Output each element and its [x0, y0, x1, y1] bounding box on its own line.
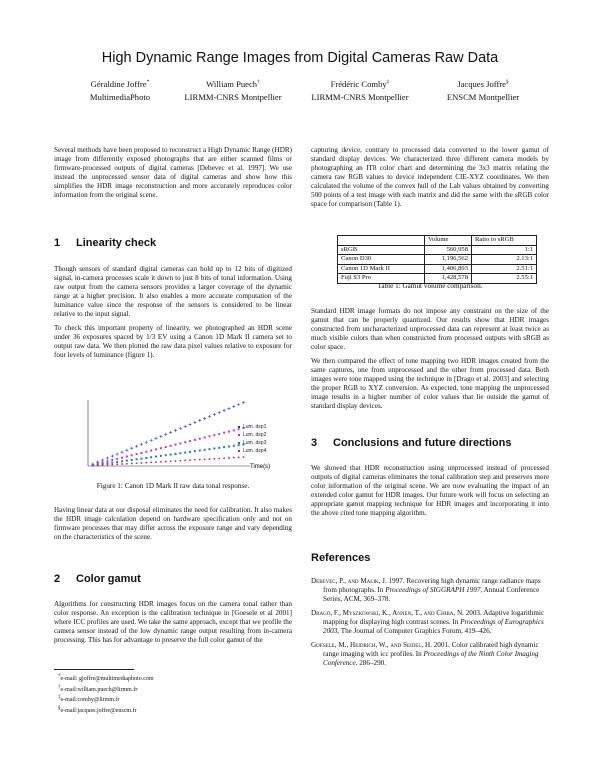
data-point: [175, 460, 177, 462]
data-point: [179, 442, 181, 444]
section-number: 2: [54, 573, 61, 585]
data-point: [179, 427, 182, 430]
table-header-row: Volume Ratio to sRGB: [338, 236, 537, 246]
data-point: [135, 445, 138, 448]
data-point: [199, 459, 201, 461]
gamut-table: [337, 235, 537, 284]
data-point: [150, 461, 152, 463]
data-point: [184, 425, 187, 428]
data-point: [155, 456, 157, 458]
data-point: [121, 451, 124, 454]
footnotes: [58, 673, 288, 715]
data-point: [194, 459, 196, 461]
data-point: [223, 457, 225, 459]
data-point: [228, 431, 230, 433]
data-point: [198, 419, 201, 422]
author-mark: †: [257, 79, 260, 85]
section-number: 1: [54, 237, 61, 249]
section-1-text: [54, 265, 292, 365]
data-point: [209, 458, 211, 460]
data-point: [145, 457, 147, 459]
data-point: [131, 463, 133, 465]
legend-label: Lum. dsp1: [243, 424, 267, 430]
data-point: [228, 445, 230, 447]
data-point: [193, 421, 196, 424]
data-point: [213, 413, 216, 416]
author-name: Géraldine Joffre: [90, 78, 147, 89]
data-point: [141, 462, 143, 464]
paragraph: Having linear data at our disposal eliminates the need for calibration. It also makes the HDR image calculation depend on hardware specification only and not on firmware processes that may differ across the exposure range and vary depending on the characteristics of the scene.: [54, 506, 292, 542]
data-point: [131, 454, 133, 456]
data-point: [160, 447, 162, 449]
data-point: [111, 459, 113, 461]
data-point: [174, 429, 177, 432]
data-point: [213, 458, 215, 460]
x-axis-label: Time(s): [250, 464, 271, 470]
section-1-text-cont: [54, 506, 292, 547]
data-point: [136, 458, 138, 460]
data-point: [155, 437, 158, 440]
table-1: [337, 235, 537, 284]
paragraph: capturing device, contrary to processed data converted to the lower gamut of standard display devices. We characterized three different camera models by photographing an IT8 color chart and determining the 3x3 matrix relating the camera raw RGB values to device independent CIE-XYZ coordinates. We then calculated the volume of the convex hull of the Lab values obtained by converting 500 points of a test image with each matrix and did the same with the sRGB color space for comparison (Table 1).: [311, 146, 549, 209]
data-point: [204, 449, 206, 451]
data-point: [242, 401, 245, 404]
data-point: [136, 462, 138, 464]
paragraph: Though sensors of standard digital cameras can hold up to 12 bits of digitized signal, in-camera processes scale it down to just 8 bits of tonal information. Using raw output from the camera sensors provides a larger coverage of the dynamic range at a higher precision. It also enables a more accurate computation of the luminance value since the response of the sensors is considered to be linear relative to the input signal.: [54, 265, 292, 319]
section-title: Conclusions and future directions: [333, 437, 512, 449]
abstract: [54, 146, 292, 205]
paragraph: Algorithms for constructing HDR images focus on the camera tonal rather than color response. An exception is the calibration technique in [Goesele et al 2001] where ICC profiles are used. We take the same approach, except that we profile the camera sensor instead of the low dynamic range output resulting from in-camera processing. This has for advantage to preserve the full color gamut of the: [54, 600, 292, 645]
data-point: [121, 463, 123, 465]
section-2-text-cont-2: [311, 307, 549, 417]
data-point: [136, 453, 138, 455]
footnote: *e-mail: gjoffre@multimediaphoto.com: [58, 674, 154, 682]
data-point: [165, 454, 167, 456]
legend-marker: [238, 426, 240, 428]
data-point: [243, 456, 245, 458]
data-point: [238, 457, 240, 459]
section-2-text: [54, 600, 292, 650]
data-point: [170, 454, 172, 456]
author-mark: *: [146, 79, 150, 85]
data-point: [155, 448, 157, 450]
section-3-text: [311, 464, 549, 523]
author-name: Jacques Joffre: [457, 78, 506, 89]
data-point: [232, 405, 235, 408]
data-point: [97, 465, 99, 467]
author-affiliation: LIRMM-CNRS Montpellier: [311, 91, 409, 102]
section-number: 3: [311, 437, 318, 449]
data-point: [160, 455, 162, 457]
section-heading-1: [54, 237, 156, 249]
data-point: [184, 441, 186, 443]
data-point: [204, 436, 206, 438]
figure-1-chart: [80, 398, 280, 476]
table-row: sRGB 560,958 1:1: [338, 245, 537, 255]
section-heading-3: [311, 437, 511, 449]
legend-marker: [238, 442, 240, 444]
data-point: [238, 444, 240, 446]
data-point: [145, 451, 147, 453]
legend-label: Lum. dsp3: [243, 440, 267, 446]
author-4: [413, 76, 553, 104]
data-point: [238, 428, 240, 430]
footnote-rule: [54, 669, 134, 670]
data-point: [164, 433, 167, 436]
data-point: [184, 452, 186, 454]
data-point: [116, 463, 118, 465]
data-point: [218, 411, 221, 414]
references-list: [311, 577, 549, 673]
footnote: §e-mail:jacques.joffre@enscm.fr: [58, 705, 137, 714]
data-point: [102, 464, 104, 466]
author-3: [290, 76, 430, 104]
data-point: [140, 443, 143, 446]
section-title: Color gamut: [76, 573, 141, 585]
paragraph: To check this important property of linearity, we photographed an HDR scene under 36 exposures spaced by 1/3 EV using a Canon 1D Mark II camera set to output raw data. We then plotted the raw data pixel values relative to exposure for four levels of luminance (figure 1).: [54, 324, 292, 360]
author-affiliation: ENSCM Montpellier: [446, 91, 520, 102]
data-point: [111, 464, 113, 466]
author-name: William Puech: [206, 78, 258, 89]
footnote: ‡e-mail:comby@lirmm.fr: [58, 695, 120, 704]
data-point: [170, 445, 172, 447]
legend-label: Lum. dsp4: [243, 448, 267, 454]
author-affiliation: MultimediaPhoto: [89, 91, 151, 102]
data-point: [126, 460, 128, 462]
data-point: [227, 407, 230, 410]
data-point: [165, 446, 167, 448]
figure-1-caption: Figure 1: Canon 1D Mark II raw data tonal response.: [96, 482, 250, 490]
data-point: [228, 457, 230, 459]
data-point: [159, 435, 162, 438]
data-point: [125, 449, 128, 452]
data-point: [189, 440, 191, 442]
data-point: [116, 458, 118, 460]
footnote: †e-mail:william.puech@lirmm.fr: [58, 684, 138, 693]
data-point: [199, 438, 201, 440]
data-point: [116, 461, 118, 463]
table-row: Fuji S3 Pro 1,428,578 2.55:1: [338, 274, 537, 284]
paragraph: We showed that HDR reconstruction using unprocessed instead of processed outputs of digital cameras eliminates the tonal calibration step and preserves more color information of the original scene. We are now evaluating the impact of an extended color gamut for HDR images. Our future work will focus on selecting an appropriate gamut mapping technique for HDR images and incorporating it into the above cited tone mapping algorithm.: [311, 464, 549, 518]
data-point: [209, 435, 211, 437]
reference: Debevec, P., and Malik, J. 1997. Recovering high dynamic range radiance maps from photographs. In Proceedings of SIGGRAPH 1997, Annual Conference Series, ACM, 369–378.: [311, 577, 541, 604]
data-point: [106, 457, 109, 460]
data-point: [213, 434, 215, 436]
author-affiliation: LIRMM-CNRS Montpellier: [184, 91, 282, 102]
data-point: [150, 456, 152, 458]
data-point: [140, 458, 142, 460]
legend-marker: [238, 434, 240, 436]
data-point: [101, 459, 104, 462]
author-mark: §: [506, 79, 509, 85]
data-point: [218, 458, 220, 460]
data-point: [213, 447, 215, 449]
reference: Drago, F., Myszkowski, K., Annen, T., and Chiba, N. 2003. Adaptive logarithmic mapping for displaying high contrast scenes. In Proceedings of Eurographics 2003, The Journal of Computer Graphics Forum, 419–426.: [311, 609, 545, 636]
data-point: [160, 461, 162, 463]
data-point: [233, 445, 235, 447]
data-point: [179, 460, 181, 462]
data-point: [131, 459, 133, 461]
data-point: [165, 461, 167, 463]
data-point: [121, 457, 123, 459]
section-2-text-cont: [311, 146, 549, 214]
reference: Goesele, M., Heidrich, W., and Seidel, H. 2001. Color calibrated high dynamic range imaging with icc profiles. In Proceedings of the Ninth Color Imaging Conference, 286–290.: [311, 641, 539, 668]
data-point: [223, 432, 225, 434]
abstract-text: Several methods have been proposed to reconstruct a High Dynamic Range (HDR) image from differently exposed photographs that are either scanned films or firmware-processed outputs of digital cameras [Debevec et al. 1997]. We use instead the unprocessed sensor data of digital cameras and show how this simplifies the HDR image reconstruction and more accurately reproduces color information from the original scene.: [54, 146, 292, 200]
data-point: [126, 455, 128, 457]
section-title: Linearity check: [76, 237, 157, 249]
paragraph: We then compared the effect of tone mapping two HDR images created from the same captures, one from unprocessed and the other from processed data. Both images were tone mapped using the technique in [Drago et al. 2003] and selecting the proper RGB to XYZ conversion. As expected, tone mapping the unprocessed image results in a higher number of color values that lie outside the gamut of standard display devices.: [311, 357, 549, 411]
data-point: [218, 447, 220, 449]
section-heading-2: [54, 573, 141, 585]
data-point: [155, 461, 157, 463]
data-point: [189, 423, 192, 426]
data-point: [184, 460, 186, 462]
data-point: [106, 460, 108, 462]
data-point: [174, 444, 176, 446]
data-point: [218, 433, 220, 435]
data-point: [179, 452, 181, 454]
table-row: Canon 1D Mark II 1,406,893 2.51:1: [338, 264, 537, 274]
data-point: [208, 415, 211, 418]
data-point: [145, 462, 147, 464]
data-point: [121, 460, 123, 462]
paper-title: High Dynamic Range Images from Digital Cameras Raw Data: [101, 50, 499, 66]
table-1-caption: Table 1: Gamut volume comparison.: [377, 282, 483, 290]
data-point: [194, 450, 196, 452]
data-point: [237, 403, 240, 406]
author-2: [163, 76, 303, 104]
author-name: Frédéric Comby: [330, 78, 387, 89]
data-point: [150, 439, 153, 442]
data-point: [223, 409, 226, 412]
data-point: [189, 451, 191, 453]
paragraph: Standard HDR image formats do not impose any constraint on the size of the gamut that can be properly quantized. Our results show that HDR images constructed from uncharacterized unprocessed data can represent at least twice as much visible colors than when constructed from processed outputs with sRGB as color space.: [311, 307, 549, 352]
data-point: [170, 460, 172, 462]
data-point: [169, 431, 172, 434]
data-point: [126, 463, 128, 465]
data-point: [107, 464, 109, 466]
legend-marker: [238, 450, 240, 452]
references-heading: References: [311, 552, 371, 564]
data-point: [233, 429, 235, 431]
data-point: [233, 457, 235, 459]
data-point: [194, 439, 196, 441]
data-point: [203, 417, 206, 420]
data-point: [111, 455, 114, 458]
data-point: [174, 453, 176, 455]
data-point: [199, 450, 201, 452]
data-point: [150, 450, 152, 452]
data-point: [189, 459, 191, 461]
author-mark: ‡: [386, 79, 390, 85]
data-point: [111, 462, 113, 464]
data-point: [92, 465, 94, 467]
table-row: Canon D30 1,196,562 2.13:1: [338, 255, 537, 265]
legend-label: Lum. dsp2: [243, 432, 267, 438]
data-point: [130, 447, 133, 450]
data-point: [209, 448, 211, 450]
data-point: [145, 441, 148, 444]
data-point: [223, 446, 225, 448]
data-point: [140, 452, 142, 454]
data-point: [116, 453, 119, 456]
data-point: [204, 458, 206, 460]
